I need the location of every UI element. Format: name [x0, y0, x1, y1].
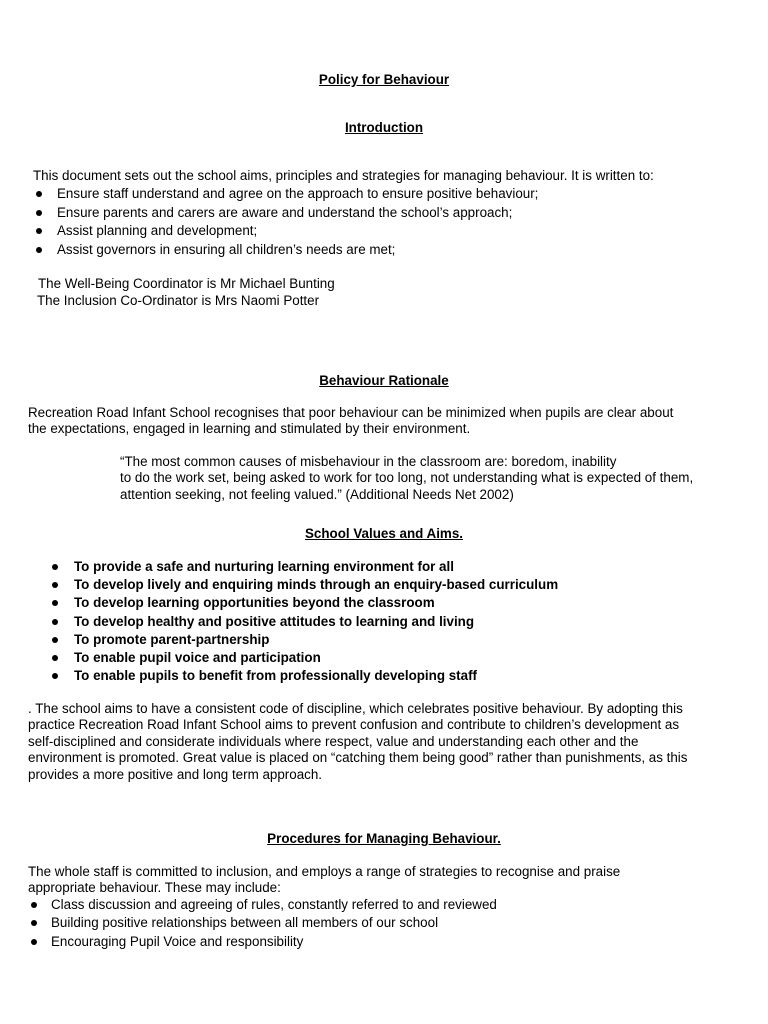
values-paragraph-line: environment is promoted. Great value is placed on “catching them being good” rather than punishments, as this: [28, 750, 688, 765]
list-item: To promote parent-partnership: [74, 632, 558, 650]
values-paragraph-line: provides a more positive and long term approach.: [28, 767, 323, 782]
procedures-heading: Procedures for Managing Behaviour.: [267, 831, 501, 846]
bullet-icon: [52, 564, 58, 570]
list-item: To provide a safe and nurturing learning environment for all: [74, 559, 558, 577]
list-item: To enable pupils to benefit from professionally developing staff: [74, 668, 558, 686]
rationale-paragraph-line: Recreation Road Infant School recognises that poor behaviour can be minimized when pupils are clear about: [28, 405, 674, 420]
values-bullet-list: [74, 559, 558, 686]
list-item: Building positive relationships between all members of our school: [51, 915, 497, 933]
list-item: Class discussion and agreeing of rules, constantly referred to and reviewed: [51, 897, 497, 915]
quote-line: to do the work set, being asked to work for too long, not understanding what is expected of them,: [120, 470, 694, 485]
quote-line: attention seeking, not feeling valued.” (Additional Needs Net 2002): [120, 487, 514, 502]
values-paragraph-line: self-disciplined and considerate individuals where respect, value and understanding each other and the: [28, 734, 639, 749]
list-item: To develop healthy and positive attitudes to learning and living: [74, 614, 558, 632]
values-paragraph-line: . The school aims to have a consistent code of discipline, which celebrates positive behaviour. By adopting this: [28, 701, 683, 716]
bullet-icon: [52, 637, 58, 643]
procedures-paragraph-line: The whole staff is committed to inclusion, and employs a range of strategies to recognise and praise: [28, 864, 621, 879]
list-item: Ensure staff understand and agree on the approach to ensure positive behaviour;: [57, 186, 538, 205]
list-item: Encouraging Pupil Voice and responsibility: [51, 934, 497, 952]
values-paragraph-line: practice Recreation Road Infant School aims to prevent confusion and contribute to children’s development as: [28, 717, 680, 732]
bullet-icon: [31, 920, 37, 926]
list-item: To develop learning opportunities beyond the classroom: [74, 595, 558, 613]
bullet-icon: [52, 600, 58, 606]
bullet-icon: [52, 655, 58, 661]
procedures-bullet-list: [51, 897, 497, 952]
bullet-icon: [36, 191, 42, 197]
list-item: To develop lively and enquiring minds through an enquiry-based curriculum: [74, 577, 558, 595]
bullet-icon: [36, 247, 42, 253]
list-item: Assist governors in ensuring all children’s needs are met;: [57, 242, 538, 261]
bullet-icon: [52, 619, 58, 625]
bullet-icon: [31, 902, 37, 908]
bullet-icon: [52, 673, 58, 679]
quote-line: “The most common causes of misbehaviour in the classroom are: boredom, inability: [120, 454, 617, 469]
wellbeing-coordinator: The Well-Being Coordinator is Mr Michael Bunting: [38, 276, 335, 291]
bullet-icon: [52, 582, 58, 588]
introduction-heading: Introduction: [344, 120, 424, 135]
bullet-icon: [31, 939, 37, 945]
inclusion-coordinator: The Inclusion Co-Ordinator is Mrs Naomi Potter: [37, 293, 320, 308]
page-title: Policy for Behaviour: [318, 72, 450, 87]
list-item: Ensure parents and carers are aware and understand the school’s approach;: [57, 205, 538, 224]
values-heading: School Values and Aims.: [304, 526, 463, 541]
list-item: To enable pupil voice and participation: [74, 650, 558, 668]
rationale-heading: Behaviour Rationale: [319, 373, 449, 388]
introduction-lead: This document sets out the school aims, principles and strategies for managing behaviour. It is written to:: [33, 168, 654, 183]
introduction-bullet-list: [57, 186, 538, 260]
rationale-paragraph-line: the expectations, engaged in learning and stimulated by their environment.: [28, 421, 471, 436]
bullet-icon: [36, 228, 42, 234]
procedures-paragraph-line: appropriate behaviour. These may include:: [28, 880, 281, 895]
bullet-icon: [36, 210, 42, 216]
list-item: Assist planning and development;: [57, 223, 538, 242]
